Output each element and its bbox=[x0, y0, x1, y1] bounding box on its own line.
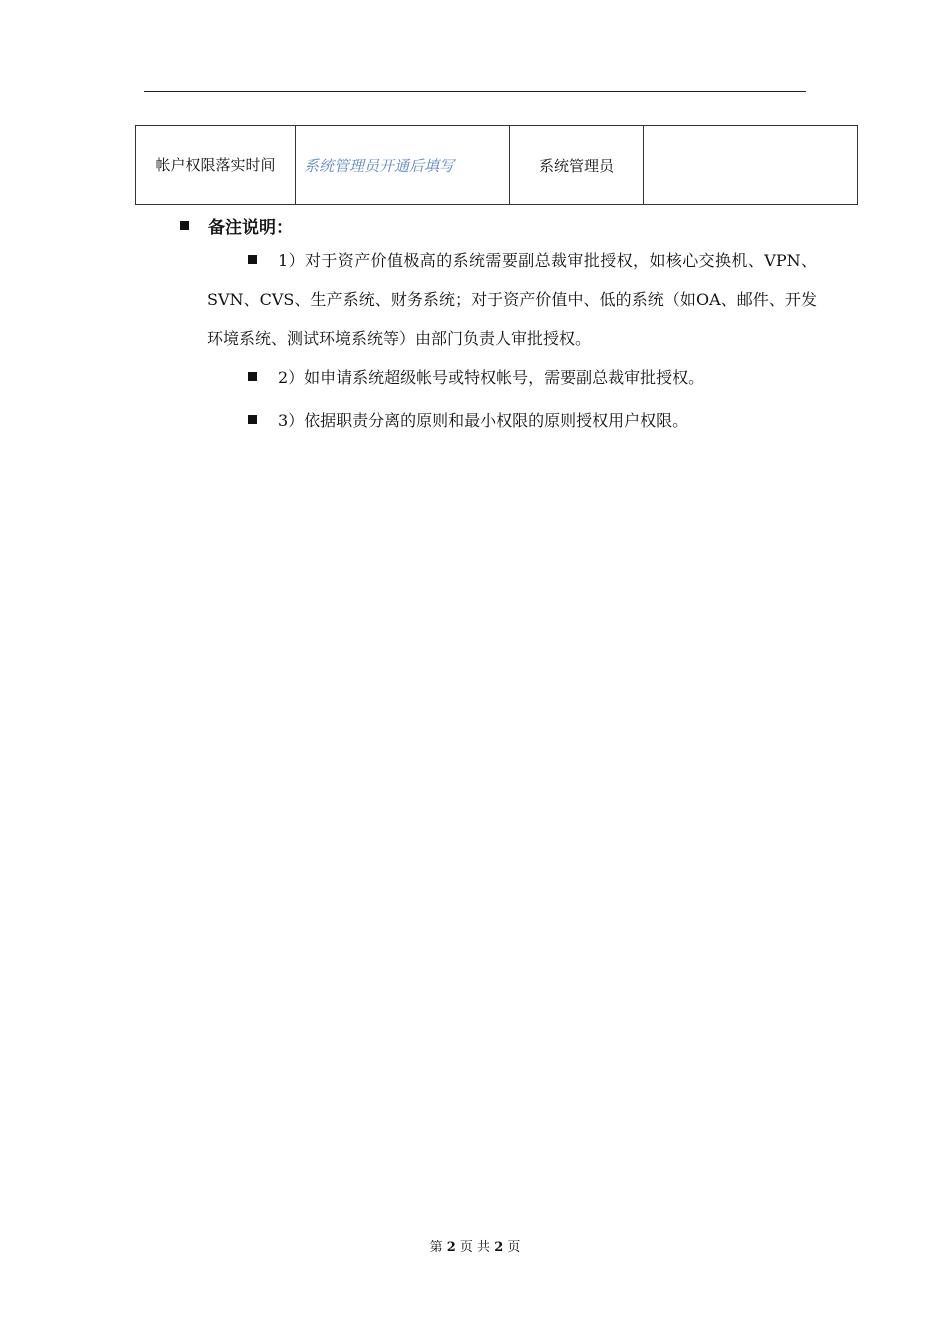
form-table bbox=[135, 125, 858, 205]
page-footer bbox=[0, 1236, 950, 1255]
note-item bbox=[248, 358, 704, 397]
note-text: 2）如申请系统超级帐号或特权帐号，需要副总裁审批授权。 bbox=[278, 368, 705, 387]
note-item bbox=[248, 401, 688, 440]
square-bullet-icon bbox=[248, 415, 257, 424]
fill-hint: 系统管理员开通后填写 bbox=[296, 126, 510, 205]
notes-heading-text: 备注说明： bbox=[208, 218, 293, 238]
total-page-number: 2 bbox=[494, 1240, 504, 1255]
square-bullet-icon bbox=[248, 372, 257, 381]
table-row bbox=[136, 126, 858, 205]
footer-prefix: 第 bbox=[429, 1240, 443, 1255]
notes-heading bbox=[180, 213, 293, 238]
footer-middle: 页 共 bbox=[459, 1240, 491, 1255]
note-item bbox=[207, 241, 817, 358]
footer-suffix: 页 bbox=[507, 1240, 521, 1255]
value-cell[interactable] bbox=[644, 126, 858, 205]
square-bullet-icon bbox=[180, 221, 189, 230]
row-label: 帐户权限落实时间 bbox=[136, 126, 296, 205]
responsible-role: 系统管理员 bbox=[510, 126, 644, 205]
current-page-number: 2 bbox=[446, 1240, 456, 1255]
note-text: 1）对于资产价值极高的系统需要副总裁审批授权，如核心交换机、VPN、SVN、CVS、生产系统、财务系统；对于资产价值中、低的系统（如OA、邮件、开发环境系统、测试环境系统等）由部门负责人审批授权。 bbox=[207, 251, 817, 348]
square-bullet-icon bbox=[248, 255, 257, 264]
header-rule bbox=[144, 91, 806, 92]
note-text: 3）依据职责分离的原则和最小权限的原则授权用户权限。 bbox=[278, 411, 689, 430]
